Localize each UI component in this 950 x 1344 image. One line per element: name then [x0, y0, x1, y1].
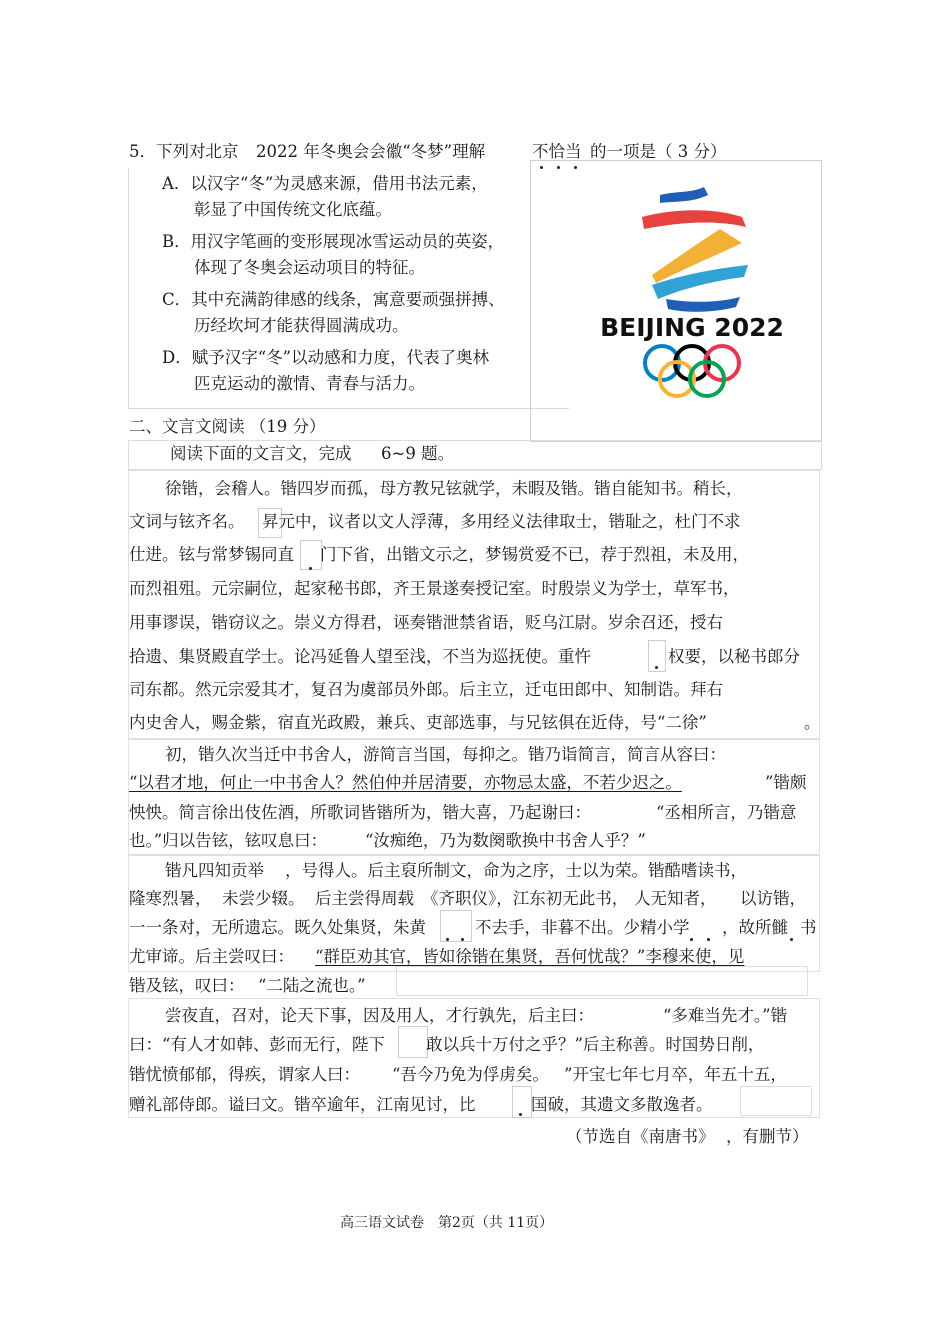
blank-box	[300, 540, 322, 570]
source-citation-note: ，有删节）	[726, 1127, 809, 1146]
beijing-2022-emblem	[572, 173, 812, 413]
passage-line: 司东都。然元宗爱其才，复召为虞部员外郎。后主立，迁屯田郎中、知制诰。拜右	[129, 680, 723, 699]
passage-line-continuation: 昇元中，议者以文人浮薄，多用经义法律取士，锴耻之，杜门不求	[262, 512, 741, 531]
question-5-stem-part1: 5．下列对北京	[129, 142, 239, 161]
blank-box	[440, 910, 472, 942]
emphasis-dot	[519, 1113, 522, 1116]
passage-line: 而烈祖殂。元宗嗣位，起家秘书郎，齐王景遂奏授记室。时殷崇义为学士，草军书，	[129, 579, 740, 598]
passage-line-continuation: 后主尝得周载	[315, 889, 414, 908]
passage-line: 赠礼部侍郎。谥曰文。锴卒逾年，江南见讨，比	[129, 1095, 476, 1114]
passage-line: 隆寒烈暑，	[129, 889, 212, 908]
passage-line: 也。”归以告铉，铉叹息曰：	[129, 831, 328, 850]
passage-line: 徐锴，会稽人。锴四岁而孤，母方教兄铉就学，未暇及锴。锴自能知书。稍长，	[165, 479, 743, 498]
passage-line-continuation: “多难当先才。”锴	[663, 1006, 788, 1025]
passage-line-continuation: “吾今乃免为俘虏矣。	[392, 1065, 549, 1084]
emphasis-dot	[655, 666, 658, 669]
emblem-wordmark: BEIJING 2022	[600, 313, 784, 342]
passage-line: 尤审谛。后主尝叹曰：	[129, 947, 294, 966]
instruction-range: 6~9 题。	[381, 444, 455, 463]
option-d-line1: D．赋予汉字“冬”以动感和力度，代表了奥林	[162, 348, 490, 367]
olympic-rings-icon	[645, 346, 739, 396]
passage-line-continuation: ”锴颇	[765, 773, 807, 792]
question-5-stem-part2: 2022 年冬奥会会徽“冬梦”理解	[256, 142, 486, 161]
passage-line: 曰：“有人才如韩、彭而无行，陛下	[129, 1035, 385, 1054]
passage-line: 怏怏。简言徐出伎佐酒，所歌词皆锴所为，锴大喜，乃起谢曰：	[129, 803, 591, 822]
passage-line-continuation: 。	[804, 713, 821, 732]
option-a-line1: A．以汉字“冬”为灵感来源，借用书法元素，	[162, 174, 488, 193]
passage-line-continuation: ”开宝七年七月卒，年五十五，	[564, 1065, 787, 1084]
blank-box	[396, 966, 808, 996]
passage-line: 尝夜直，召对，论天下事，因及用人，才行孰先，后主曰：	[165, 1006, 594, 1025]
passage-line-continuation: 权要，以秘书郎分	[668, 647, 800, 666]
passage-line-continuation: 未尝少辍。	[222, 889, 305, 908]
emphasis-dot	[461, 938, 464, 941]
passage-line: 一一条对，无所遗忘。既久处集贤，朱黄	[129, 918, 426, 937]
passage-line: 内史舍人，赐金紫，宿直光政殿，兼兵、吏部选事，与兄铉俱在近侍，号“二徐”	[129, 713, 707, 732]
option-b-line1: B．用汉字笔画的变形展现冰雪运动员的英姿，	[162, 232, 505, 251]
blank-box	[740, 1086, 812, 1116]
passage-line-continuation: “二陆之流也。”	[258, 976, 366, 995]
instruction-text: 阅读下面的文言文，完成	[170, 444, 352, 463]
passage-line: 初，锴久次当迁中书舍人，游简言当国，每抑之。锴乃诣简言，简言从容曰：	[165, 745, 726, 764]
passage-line-continuation: 书	[800, 918, 817, 937]
emphasis-dot	[690, 938, 693, 941]
passage-line: 仕进。铉与常梦锡同直	[129, 545, 294, 564]
emphasis-dot	[446, 938, 449, 941]
emphasis-dot	[309, 567, 312, 570]
passage-line: 锴忧愤郁郁，得疾，谓家人曰：	[129, 1065, 360, 1084]
question-5-emphasis: 不恰当	[532, 142, 582, 161]
passage-line-continuation: 门下省，出锴文示之，梦锡赏爱不已，荐于烈祖，未及用，	[320, 545, 749, 564]
source-citation: （节选自《南唐书》	[566, 1127, 715, 1146]
passage-line-continuation: ，故所雠	[722, 918, 788, 937]
emphasis-dot	[707, 938, 710, 941]
blank-box	[512, 1086, 532, 1118]
passage-line: 用事谬误，锴窃议之。崇义方得君，诬奏锴泄禁省语，贬乌江尉。岁余召还，授右	[129, 613, 723, 632]
passage-line-continuation: 人无知者，	[634, 889, 717, 908]
passage-line-underlined: “以君才地，何止一中书舍人？然伯仲并居清要，亦物忌太盛，不若少迟之。	[129, 773, 682, 792]
passage-line: 文词与铉齐名。	[129, 512, 245, 531]
option-d-line2: 匹克运动的激情、青春与活力。	[194, 374, 425, 393]
passage-line-continuation: ，号得人。后主裒所制文，命为之序，士以为荣。锴酷嗜读书，	[285, 861, 747, 880]
question-5-stem-part3: 的一项是（ 3 分）	[590, 142, 727, 161]
passage-line-continuation: “丞相所言，乃锴意	[656, 803, 797, 822]
option-c-line1: C．其中充满韵律感的线条，寓意要顽强拼搏、	[162, 290, 505, 309]
passage-line-continuation: “汝痴绝，乃为数阕歌换中书舍人乎？”	[365, 831, 646, 850]
passage-line-continuation: 以访锴，	[740, 889, 806, 908]
page-footer: 高三语文试卷 第2页（共 11页）	[340, 1215, 554, 1231]
passage-line: 锴及铉，叹曰：	[129, 976, 245, 995]
blank-box	[398, 1026, 428, 1058]
passage-line-continuation: 《齐职仪》，江东初无此书，	[422, 889, 629, 908]
passage-line-underlined: “群臣劝其官，皆如徐锴在集贤，吾何忧哉？”李穆来使，见	[315, 947, 745, 966]
passage-line-continuation: 国破，其遗文多散逸者。	[531, 1095, 713, 1114]
option-b-line2: 体现了冬奥会运动项目的特征。	[194, 258, 425, 277]
option-a-line2: 彰显了中国传统文化底蕴。	[194, 200, 392, 219]
passage-line-continuation: 敢以兵十万付之乎？”后主称善。时国势日削，	[426, 1035, 765, 1054]
passage-line-continuation: 不去手，非暮不出。少精小学	[475, 918, 690, 937]
section-title: 二、文言文阅读 （19 分）	[129, 417, 326, 436]
winter-dream-ribbon-icon	[642, 187, 748, 312]
emphasis-dot	[790, 938, 793, 941]
passage-line: 拾遗、集贤殿直学士。论冯延鲁人望至浅，不当为巡抚使。重忤	[129, 647, 591, 666]
passage-line: 锴凡四知贡举	[165, 861, 264, 880]
option-c-line2: 历经坎坷才能获得圆满成功。	[194, 316, 409, 335]
